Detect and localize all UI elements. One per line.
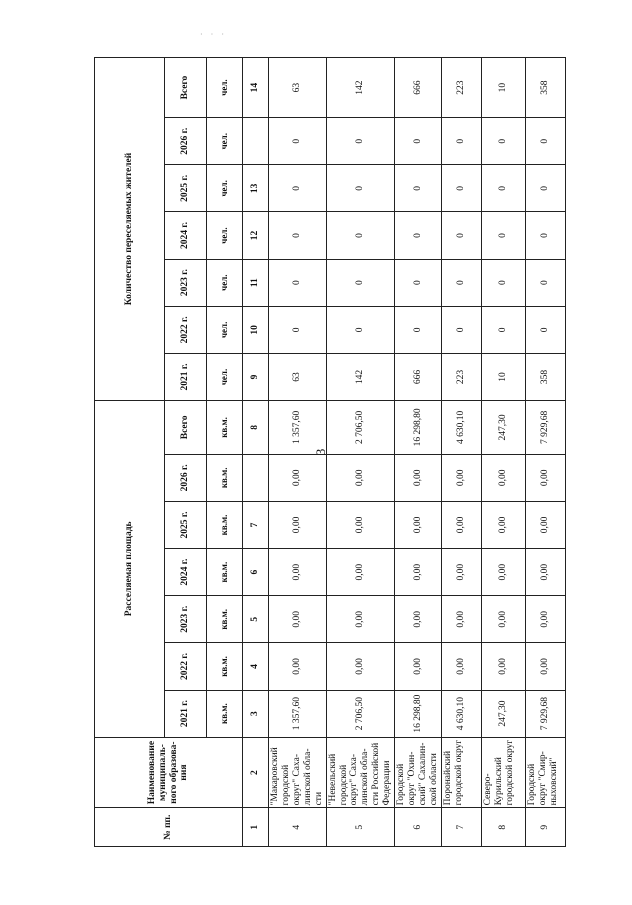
people-value: 0 (525, 306, 565, 353)
resettlement-table (94, 57, 566, 847)
table-row (525, 58, 565, 847)
header-year-area: 2022 г. (165, 643, 207, 690)
column-number: 7 (243, 501, 269, 548)
area-value: 4 630,10 (441, 401, 481, 455)
area-value: 247,30 (481, 401, 525, 455)
people-value: 0 (395, 118, 442, 165)
header-year-area: 2025 г. (165, 501, 207, 548)
area-value: 7 929,68 (525, 690, 565, 737)
people-value: 358 (525, 58, 565, 118)
header-unit-area: кв.м. (207, 454, 243, 501)
header-year-people: 2021 г. (165, 353, 207, 400)
table-row (395, 58, 442, 847)
people-value: 142 (326, 58, 395, 118)
area-value: 0,00 (481, 596, 525, 643)
area-value: 0,00 (269, 643, 327, 690)
area-value: 0,00 (525, 643, 565, 690)
column-number: 13 (243, 165, 269, 212)
area-value: 2 706,50 (326, 401, 395, 455)
header-unit-area: кв.м. (207, 549, 243, 596)
area-value: 0,00 (441, 501, 481, 548)
header-unit-area: кв.м. (207, 643, 243, 690)
header-year-area: 2024 г. (165, 549, 207, 596)
column-number: 1 (243, 808, 269, 847)
column-number: 5 (243, 596, 269, 643)
area-value: 0,00 (441, 643, 481, 690)
column-number: 3 (243, 690, 269, 737)
area-value: 0,00 (481, 454, 525, 501)
header-year-people: 2022 г. (165, 306, 207, 353)
people-value: 0 (395, 259, 442, 306)
header-unit-people: чел. (207, 118, 243, 165)
people-value: 0 (441, 306, 481, 353)
people-value: 0 (481, 212, 525, 259)
people-value: 10 (481, 353, 525, 400)
area-value: 0,00 (326, 454, 395, 501)
area-value: 2 706,50 (326, 690, 395, 737)
area-value: 1 357,60 (269, 401, 327, 455)
column-number: 6 (243, 549, 269, 596)
area-value: 16 298,80 (395, 401, 442, 455)
people-value: 142 (326, 353, 395, 400)
area-value: 1 357,60 (269, 690, 327, 737)
area-value: 0,00 (269, 596, 327, 643)
people-value: 0 (525, 212, 565, 259)
people-value: 0 (326, 165, 395, 212)
area-value: 0,00 (525, 596, 565, 643)
municipality-name: Северо-Курильский городской округ (481, 737, 525, 808)
header-unit-people: чел. (207, 306, 243, 353)
page-number: 3 (313, 448, 328, 456)
column-number: 12 (243, 212, 269, 259)
column-number: 9 (243, 353, 269, 400)
area-value: 0,00 (395, 596, 442, 643)
column-number: 2 (243, 737, 269, 808)
column-number (243, 454, 269, 501)
header-year-people: 2025 г. (165, 165, 207, 212)
header-unit-people: чел. (207, 58, 243, 118)
area-value: 0,00 (326, 596, 395, 643)
area-value: 0,00 (481, 501, 525, 548)
area-value: 0,00 (395, 501, 442, 548)
people-value: 0 (326, 212, 395, 259)
area-value: 16 298,80 (395, 690, 442, 737)
people-value: 0 (441, 212, 481, 259)
people-value: 0 (525, 259, 565, 306)
header-unit-area: кв.м. (207, 501, 243, 548)
header-year-people: 2026 г. (165, 118, 207, 165)
column-number-row (243, 58, 269, 847)
people-value: 0 (269, 165, 327, 212)
column-number: 10 (243, 306, 269, 353)
row-number: 9 (525, 808, 565, 847)
people-value: 0 (326, 118, 395, 165)
header-unit-people: чел. (207, 259, 243, 306)
column-number (243, 118, 269, 165)
people-value: 0 (525, 118, 565, 165)
header-year-area: Всего (165, 401, 207, 455)
people-value: 0 (326, 306, 395, 353)
column-number: 8 (243, 401, 269, 455)
area-value: 0,00 (326, 643, 395, 690)
people-value: 10 (481, 58, 525, 118)
area-value: 0,00 (395, 454, 442, 501)
area-value: 0,00 (395, 643, 442, 690)
people-value: 0 (269, 212, 327, 259)
area-value: 0,00 (525, 501, 565, 548)
area-value: 0,00 (326, 501, 395, 548)
people-value: 0 (269, 259, 327, 306)
header-unit-area: кв.м. (207, 690, 243, 737)
municipality-name: "Макаровский городской округ" Саха-линской обла-сти (269, 737, 327, 808)
header-area-group: Расселяемая площадь (95, 401, 165, 738)
row-number: 7 (441, 808, 481, 847)
people-value: 0 (481, 118, 525, 165)
row-number: 5 (326, 808, 395, 847)
header-year-area: 2021 г. (165, 690, 207, 737)
header-no: № пп. (95, 808, 243, 847)
header-year-area: 2023 г. (165, 596, 207, 643)
people-value: 0 (441, 165, 481, 212)
header-year-people: Всего (165, 58, 207, 118)
people-value: 0 (326, 259, 395, 306)
header-unit-area: кв.м. (207, 401, 243, 455)
people-value: 0 (441, 118, 481, 165)
municipality-name: "Невельский городской округ" Саха-линской обла-сти Российской Федерации (326, 737, 395, 808)
column-number: 11 (243, 259, 269, 306)
row-number: 6 (395, 808, 442, 847)
area-value: 0,00 (441, 596, 481, 643)
municipality-name: Городской округ "Охин-ский" Сахалин-ской области (395, 737, 442, 808)
people-value: 0 (269, 306, 327, 353)
people-value: 0 (395, 306, 442, 353)
area-value: 0,00 (395, 549, 442, 596)
area-value: 0,00 (441, 454, 481, 501)
people-value: 0 (481, 165, 525, 212)
resettlement-table-container (94, 57, 560, 847)
area-value: 0,00 (441, 549, 481, 596)
area-value: 0,00 (269, 549, 327, 596)
area-value: 0,00 (525, 454, 565, 501)
header-unit-area: кв.м. (207, 596, 243, 643)
area-value: 0,00 (481, 643, 525, 690)
scan-specks: · · · (200, 30, 227, 39)
people-value: 666 (395, 353, 442, 400)
table-row (326, 58, 395, 847)
municipality-name: Городской округ "Смир-ныховский" (525, 737, 565, 808)
people-value: 63 (269, 58, 327, 118)
row-number: 4 (269, 808, 327, 847)
table-row (481, 58, 525, 847)
row-number: 8 (481, 808, 525, 847)
area-value: 0,00 (326, 549, 395, 596)
column-number: 4 (243, 643, 269, 690)
header-name: Наименование муниципаль-ного образова-ния (95, 737, 243, 808)
column-number: 14 (243, 58, 269, 118)
header-year-people: 2023 г. (165, 259, 207, 306)
area-value: 4 630,10 (441, 690, 481, 737)
header-year-area: 2026 г. (165, 454, 207, 501)
people-value: 0 (481, 259, 525, 306)
header-year-people: 2024 г. (165, 212, 207, 259)
people-value: 63 (269, 353, 327, 400)
area-value: 7 929,68 (525, 401, 565, 455)
people-value: 0 (481, 306, 525, 353)
area-value: 0,00 (525, 549, 565, 596)
people-value: 0 (525, 165, 565, 212)
people-value: 0 (395, 165, 442, 212)
header-unit-people: чел. (207, 353, 243, 400)
header-residents-group: Количество переселяемых жителей (95, 58, 165, 401)
area-value: 247,30 (481, 690, 525, 737)
people-value: 666 (395, 58, 442, 118)
table-row (269, 58, 327, 847)
people-value: 358 (525, 353, 565, 400)
people-value: 223 (441, 58, 481, 118)
people-value: 223 (441, 353, 481, 400)
area-value: 0,00 (481, 549, 525, 596)
municipality-name: Поронайский городской округ (441, 737, 481, 808)
people-value: 0 (269, 118, 327, 165)
area-value: 0,00 (269, 501, 327, 548)
header-unit-people: чел. (207, 212, 243, 259)
header-unit-people: чел. (207, 165, 243, 212)
people-value: 0 (395, 212, 442, 259)
area-value: 0,00 (269, 454, 327, 501)
table-row (441, 58, 481, 847)
people-value: 0 (441, 259, 481, 306)
